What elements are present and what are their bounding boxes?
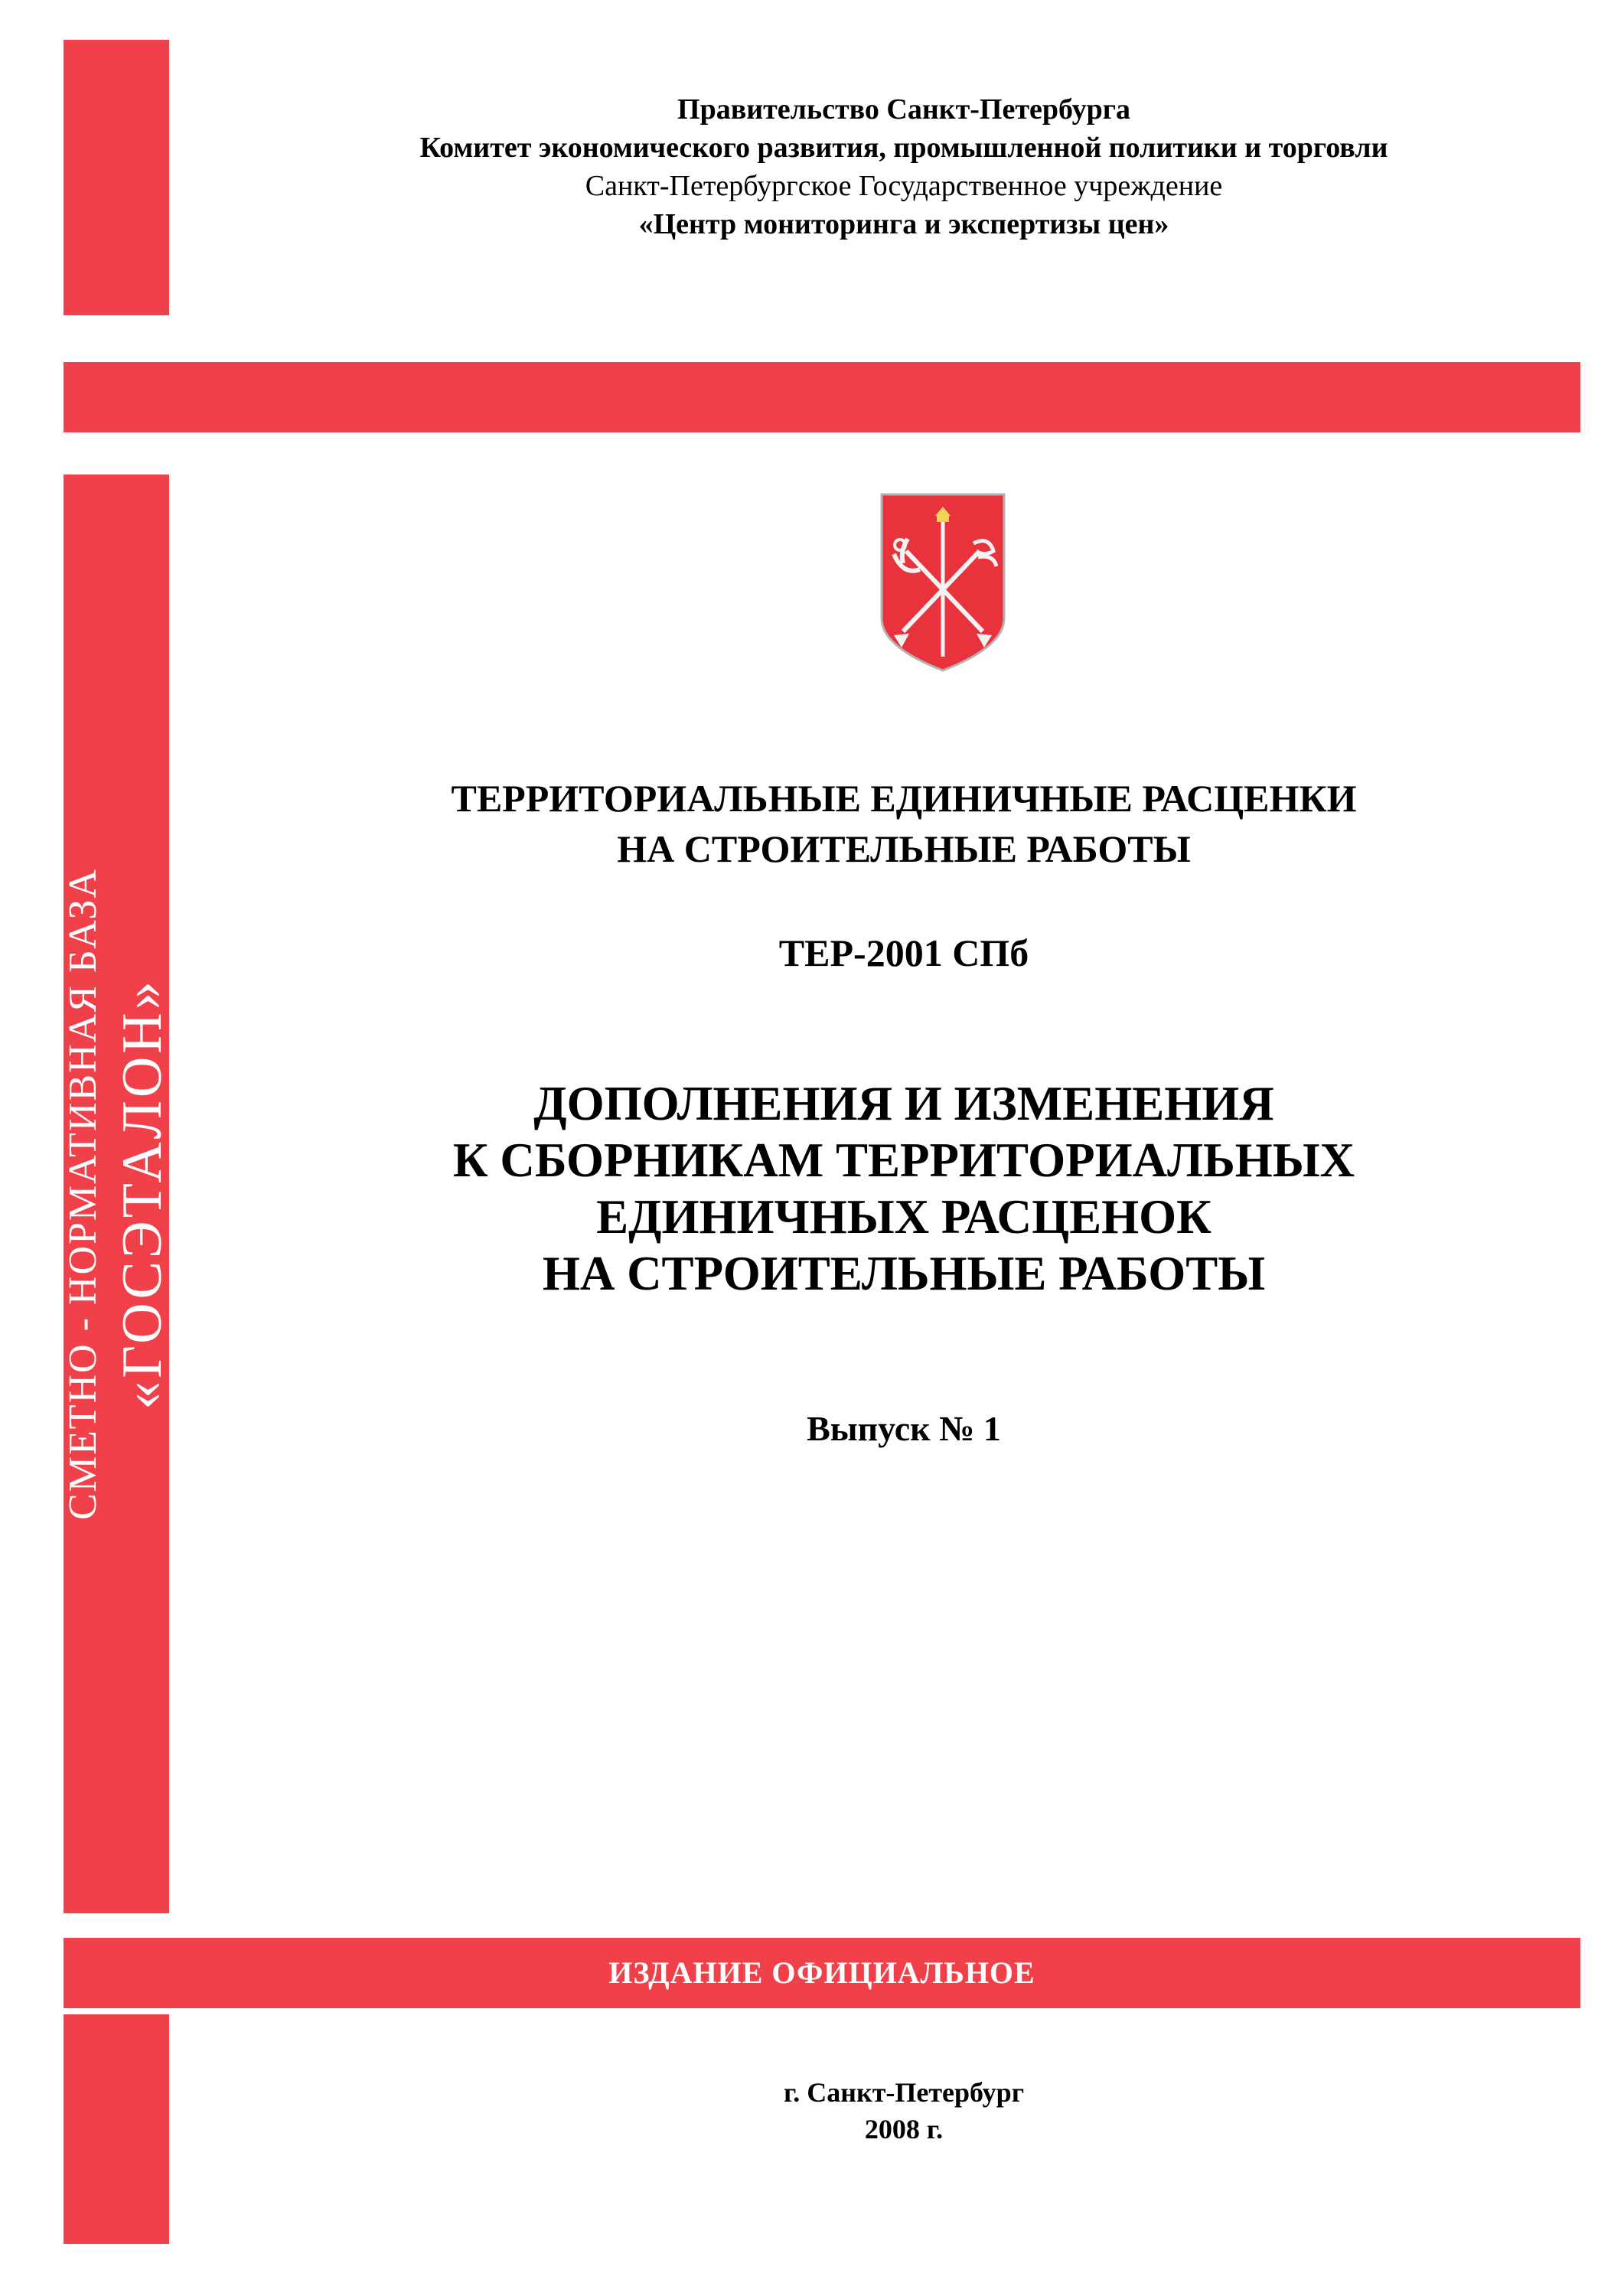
document-subtitle-line4: НА СТРОИТЕЛЬНЫЕ РАБОТЫ xyxy=(542,1247,1266,1300)
issue-number: Выпуск № 1 xyxy=(807,1409,1001,1448)
series-title-line1: СМЕТНО - НОРМАТИВНАЯ БАЗА xyxy=(61,868,105,1520)
official-edition-label: ИЗДАНИЕ ОФИЦИАЛЬНОЕ xyxy=(608,1955,1035,1990)
header-government: Правительство Санкт-Петербурга xyxy=(677,93,1130,126)
header-institution: Санкт-Петербургское Государственное учреждение xyxy=(585,170,1223,202)
publisher-header xyxy=(184,90,1624,243)
coat-of-arms-icon xyxy=(877,490,1009,673)
red-band-top xyxy=(64,362,1580,432)
header-center: «Центр мониторинга и экспертизы цен» xyxy=(638,208,1169,240)
series-title-vertical xyxy=(40,811,193,1577)
document-subtitle xyxy=(184,1075,1624,1302)
document-subtitle-line3: ЕДИНИЧНЫХ РАСЦЕНОК xyxy=(596,1190,1211,1244)
document-code: ТЕР-2001 СПб xyxy=(778,931,1029,974)
series-title-line2: «ГОСЭТАЛОН» xyxy=(111,978,174,1410)
document-subtitle-line2: К СБОРНИКАМ ТЕРРИТОРИАЛЬНЫХ xyxy=(452,1133,1355,1187)
imprint-footer xyxy=(184,2074,1624,2148)
imprint-year: 2008 г. xyxy=(864,2114,944,2144)
document-title xyxy=(184,773,1624,874)
red-strip-left-top xyxy=(64,40,169,315)
document-title-line2: НА СТРОИТЕЛЬНЫЕ РАБОТЫ xyxy=(617,827,1191,870)
imprint-city: г. Санкт-Петербург xyxy=(783,2077,1025,2108)
document-subtitle-line1: ДОПОЛНЕНИЯ И ИЗМЕНЕНИЯ xyxy=(533,1077,1274,1130)
document-title-line1: ТЕРРИТОРИАЛЬНЫЕ ЕДИНИЧНЫЕ РАСЦЕНКИ xyxy=(451,777,1357,820)
header-committee: Комитет экономического развития, промышленной политики и торговли xyxy=(419,132,1388,164)
red-strip-left-bottom xyxy=(64,2014,169,2244)
